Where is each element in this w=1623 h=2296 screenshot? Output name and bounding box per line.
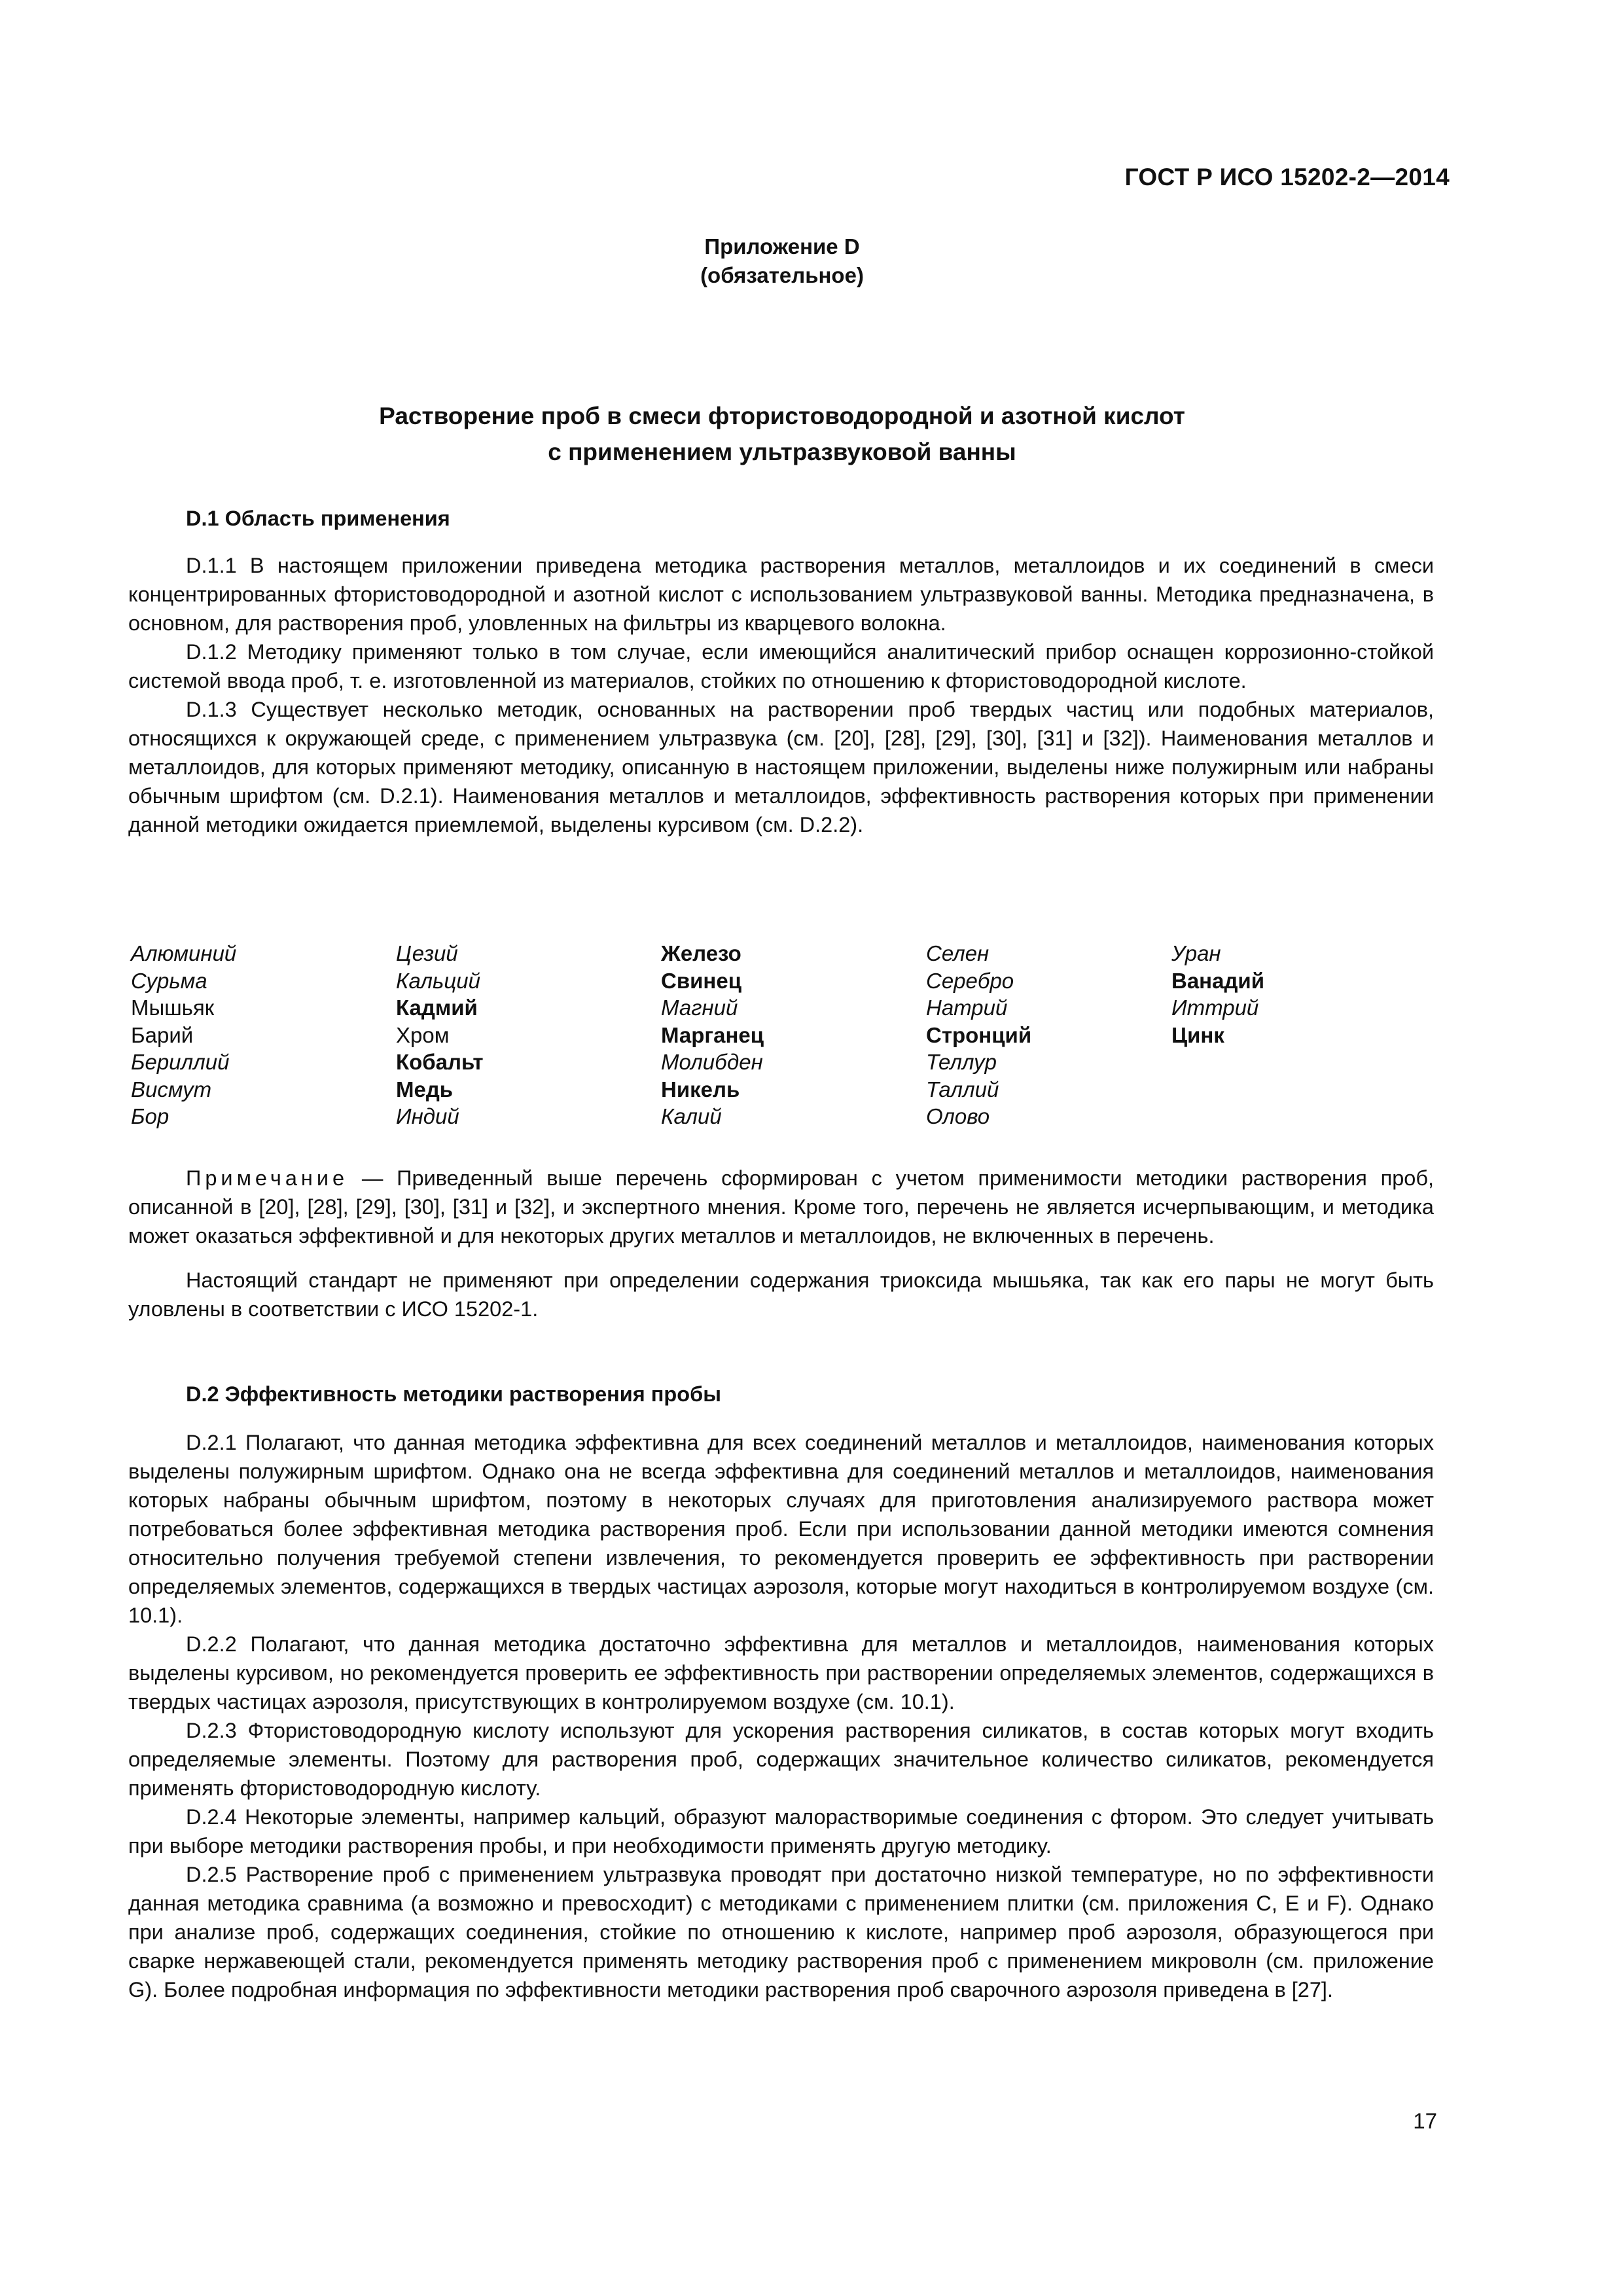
element-name: Свинец xyxy=(661,968,741,993)
paragraph: D.1.2 Методику применяют только в том случае, если имеющийся аналитический прибор оснащен коррозионно-стойкой системой ввода проб, т. е. изготовленной из материалов, стойких по отношению к фтористоводородной кислоте. xyxy=(128,640,1434,692)
element-name: Марганец xyxy=(661,1022,764,1047)
element-name: Калий xyxy=(661,1104,722,1128)
element-name: Молибден xyxy=(661,1050,763,1074)
element-name: Медь xyxy=(396,1077,454,1102)
element-name: Кадмий xyxy=(396,996,478,1020)
element-name: Стронций xyxy=(926,1022,1032,1047)
element-name: Кальций xyxy=(396,968,480,993)
element-name: Висмут xyxy=(131,1077,212,1102)
paragraph: D.1.1 В настоящем приложении приведена методика растворения металлов, металлоидов и их соединений в смеси концентрированных фтористоводородной и азотной кислот с использованием ультразвуковой ванны. Методика предназначена, в основном, для растворения проб, уловленных на фильтры из кварцевого волокна. xyxy=(128,554,1434,635)
element-name: Никель xyxy=(661,1077,740,1102)
element-name: Сурьма xyxy=(131,968,207,993)
element-name: Железо xyxy=(661,941,741,965)
element-column xyxy=(661,940,764,1130)
element-column xyxy=(131,940,236,1130)
element-column xyxy=(926,940,1031,1130)
element-name: Бор xyxy=(131,1104,169,1128)
appendix-label: Приложение D xyxy=(704,234,860,259)
standard-code: ГОСТ Р ИСО 15202-2—2014 xyxy=(1124,164,1450,190)
paragraph: D.2.4 Некоторые элементы, например кальций, образуют малорастворимые соединения с фтором. Это следует учитывать при выборе методики растворения пробы, и при необходимости применять другую методику. xyxy=(128,1805,1434,1857)
element-name: Бериллий xyxy=(131,1050,230,1074)
section-heading: D.2 Эффективность методики растворения пробы xyxy=(186,1382,721,1406)
element-name: Ванадий xyxy=(1171,968,1264,993)
paragraph: D.2.3 Фтористоводородную кислоту используют для ускорения растворения силикатов, в состав которых могут входить определяемые элементы. Поэтому для растворения проб, содержащих значительное количество силикатов, рекомендуется применять фтористоводородную кислоту. xyxy=(128,1719,1434,1800)
appendix-status: (обязательное) xyxy=(700,263,864,287)
element-name: Таллий xyxy=(926,1077,999,1102)
element-name: Цезий xyxy=(396,941,458,965)
element-name: Барий xyxy=(131,1022,194,1047)
section-heading: D.1 Область применения xyxy=(186,507,450,530)
element-name: Уран xyxy=(1171,941,1221,965)
title-line-2: с применением ультразвуковой ванны xyxy=(548,439,1016,465)
element-name: Селен xyxy=(926,941,990,965)
section-d1 xyxy=(128,504,1434,839)
element-name: Хром xyxy=(396,1022,450,1047)
scope-statement: Настоящий стандарт не применяют при определении содержания триоксида мышьяка, так как его пары не могут быть уловлены в соответствии с ИСО 15202-1. xyxy=(128,1268,1434,1321)
note-text: — Приведенный выше перечень сформирован с учетом применимости методики растворения проб, описанной в [20], [28], [29], [30], [31] и [32], и экспертного мнения. Кроме того, перечень не является исчерпывающим, и методика может оказаться эффективной и для некоторых других металлов и металлоидов, не включенных в перечень. xyxy=(128,1166,1434,1247)
element-column xyxy=(1171,940,1264,1049)
element-name: Олово xyxy=(926,1104,990,1128)
element-name: Алюминий xyxy=(131,941,237,965)
paragraph: D.2.1 Полагают, что данная методика эффективна для всех соединений металлов и металлоидов, наименования которых выделены полужирным шрифтом. Однако она не всегда эффективна для соединений металлов и металлоидов, наименования которых набраны обычным шрифтом, поэтому в некоторых случаях для приготовления анализируемого раствора может потребоваться более эффективная методика растворения проб. Если при использовании данной методики имеются сомнения относительно получения требуемой степени извлечения, то рекомендуется проверить ее эффективность при растворении определяемых элементов, содержащихся в твердых частицах аэрозоля, которые могут находиться в контролируемом воздухе (см. 10.1). xyxy=(128,1431,1434,1627)
note-block xyxy=(128,1164,1434,1323)
page-number: 17 xyxy=(1413,2109,1437,2133)
note-label: Примечание xyxy=(186,1166,349,1190)
element-name: Магний xyxy=(661,996,738,1020)
title-line-1: Растворение проб в смеси фтористоводородной и азотной кислот xyxy=(379,403,1185,429)
element-name: Индий xyxy=(396,1104,459,1128)
element-name: Мышьяк xyxy=(131,996,215,1020)
paragraph: D.2.5 Растворение проб с применением ультразвука проводят при достаточно низкой температуре, но по эффективности данная методика сравнима (а возможно и превосходит) с методиками с применением плитки (см. приложения С, Е и F). Однако при анализе проб, содержащих соединения, стойкие по отношению к кислоте, например проб аэрозоля, образующегося при сварке нержавеющей стали, рекомендуется применять методику растворения проб с применением микроволн (см. приложение G). Более подробная информация по эффективности методики растворения проб сварочного аэрозоля приведена в [27]. xyxy=(128,1863,1434,2001)
element-name: Натрий xyxy=(926,996,1008,1020)
element-name: Теллур xyxy=(926,1050,997,1074)
element-name: Серебро xyxy=(926,968,1014,993)
paragraph: D.2.2 Полагают, что данная методика достаточно эффективна для металлов и металлоидов, наименования которых выделены курсивом, но рекомендуется проверить ее эффективность при растворении определяемых элементов, содержащихся в твердых частицах аэрозоля, присутствующих в контролируемом воздухе (см. 10.1). xyxy=(128,1632,1434,1713)
paragraph: D.1.3 Существует несколько методик, основанных на растворении проб твердых частиц или подобных материалов, относящихся к окружающей среде, с применением ультразвука (см. [20], [28], [29], [30], [31] и [32]). Наименования металлов и металлоидов, для которых применяют методику, описанную в настоящем приложении, выделены ниже полужирным или набраны обычным шрифтом (см. D.2.1). Наименования металлов и металлоидов, эффективность растворения которых при применении данной методики ожидается приемлемой, выделены курсивом (см. D.2.2). xyxy=(128,698,1434,836)
element-column xyxy=(396,940,484,1130)
appendix-title xyxy=(0,398,1564,470)
element-name: Иттрий xyxy=(1171,996,1259,1020)
note-paragraph xyxy=(128,1164,1434,1250)
element-name: Цинк xyxy=(1171,1022,1224,1047)
appendix-heading xyxy=(0,232,1564,290)
element-name: Кобальт xyxy=(396,1050,484,1074)
section-d2 xyxy=(128,1380,1434,2004)
